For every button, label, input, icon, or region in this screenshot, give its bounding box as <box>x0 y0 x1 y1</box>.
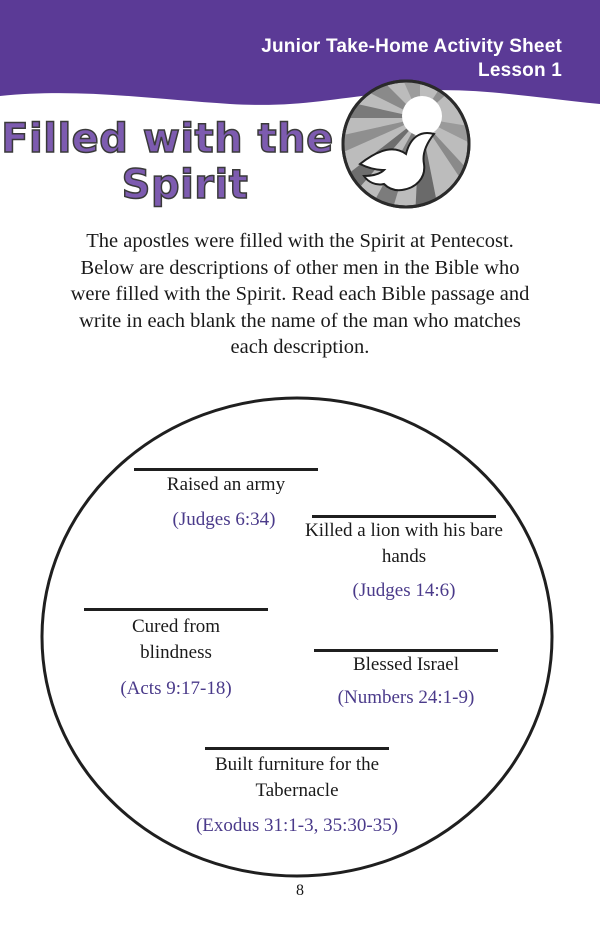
page-title-line-1: Filled with the <box>1 116 334 162</box>
bible-reference: (Numbers 24:1-9) <box>337 687 475 708</box>
bible-reference: (Acts 9:17-18) <box>120 678 232 699</box>
description-text: Built furniture for the Tabernacle <box>214 754 380 801</box>
page-number: 8 <box>296 882 304 899</box>
answer-blank[interactable] <box>205 747 389 750</box>
description-text: Killed a lion with his bare hands <box>305 520 503 567</box>
activity-sheet-title: Junior Take-Home Activity Sheet <box>261 36 562 57</box>
answer-blank[interactable] <box>84 608 268 611</box>
bible-reference: (Judges 6:34) <box>172 509 276 530</box>
bible-reference: (Exodus 31:1-3, 35:30-35) <box>195 815 399 836</box>
instructions-paragraph: The apostles were filled with the Spirit at Pentecost. Below are descriptions of other men in the Bible who were filled with the Spirit. Read each Bible passage and write in each blank the name of the man who matches each description. <box>70 230 530 358</box>
description-text: Cured from blindness <box>131 616 221 663</box>
description-text: Raised an army <box>166 474 286 495</box>
bible-reference: (Judges 14:6) <box>352 580 456 601</box>
description-text: Blessed Israel <box>352 654 460 675</box>
dove-with-rays-icon <box>340 78 472 210</box>
answer-blank[interactable] <box>134 468 318 471</box>
page-title-line-2: Spirit <box>121 162 249 208</box>
lesson-label: Lesson 1 <box>478 60 562 81</box>
